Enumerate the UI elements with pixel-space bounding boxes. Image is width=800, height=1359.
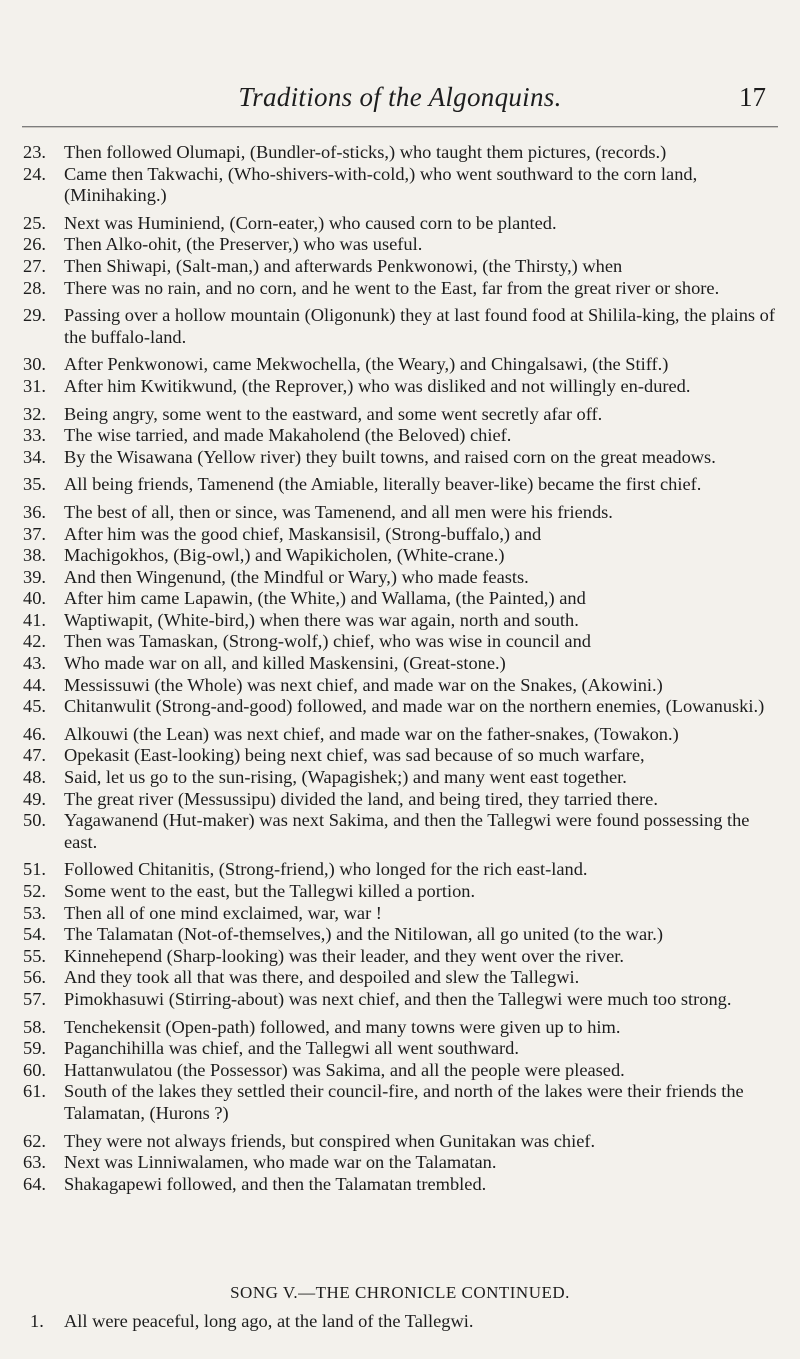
verse-text: Opekasit (East-looking) being next chief, was sad because of so much warfare, — [64, 745, 645, 766]
verse-entry — [0, 502, 800, 524]
song-heading: SONG V.—THE CHRONICLE CONTINUED. — [230, 1283, 570, 1302]
verse-text: Next was Huminiend, (Corn-eater,) who caused corn to be planted. — [64, 212, 557, 233]
verse-text: Pimokhasuwi (Stirring-about) was next chief, and then the Tallegwi were much too strong. — [64, 988, 732, 1009]
verse-text: Yagawanend (Hut-maker) was next Sakima, and then the Tallegwi were found possessing the east. — [64, 810, 750, 852]
verse-text: The Talamatan (Not-of-themselves,) and the Nitilowan, all go united (to the war.) — [64, 924, 663, 945]
verse-text: Being angry, some went to the eastward, and some went secretly afar off. — [64, 403, 603, 424]
verse-number: 23. — [23, 142, 46, 162]
verse-entry — [0, 810, 800, 853]
verse-entry — [0, 1017, 800, 1039]
verse-number: 48. — [23, 767, 46, 788]
verse-entry — [0, 567, 800, 589]
verse-number: 38. — [23, 545, 46, 566]
verse-text: Said, let us go to the sun-rising, (Wapagishek;) and many went east together. — [64, 767, 627, 788]
running-title: Traditions of the Algonquins. — [238, 82, 562, 112]
verse-number: 60. — [23, 1059, 46, 1080]
verse-list — [0, 142, 800, 1195]
verse-entry — [0, 881, 800, 903]
verse-entry — [0, 1152, 800, 1174]
page-number: 17 — [739, 82, 766, 112]
verse-text: Messissuwi (the Whole) was next chief, and made war on the Snakes, (Akowini.) — [64, 674, 663, 695]
verse-number: 45. — [23, 696, 46, 717]
running-header — [0, 82, 800, 116]
verse-number: 25. — [23, 212, 46, 233]
verse-entry — [0, 545, 800, 567]
verse-text: Paganchihilla was chief, and the Tallegwi all went southward. — [64, 1038, 519, 1059]
verse-number: 59. — [23, 1038, 46, 1059]
verse-entry — [0, 425, 800, 447]
verse-number: 54. — [23, 924, 46, 945]
verse-entry — [0, 1038, 800, 1060]
verse-text: Hattanwulatou (the Possessor) was Sakima, and all the people were pleased. — [64, 1059, 625, 1080]
verse-number: 35. — [23, 474, 46, 495]
verse-entry — [0, 631, 800, 653]
verse-number: 61. — [23, 1081, 46, 1102]
verse-entry — [0, 745, 800, 767]
verse-number: 42. — [23, 631, 46, 652]
verse-text: Then Shiwapi, (Salt-man,) and afterwards Penkwonowi, (the Thirsty,) when — [64, 255, 623, 276]
verse-text: Then all of one mind exclaimed, war, war ! — [64, 902, 382, 923]
verse-text: After him was the good chief, Maskansisil, (Strong-buffalo,) and — [64, 523, 542, 544]
verse-entry — [0, 376, 800, 398]
verse-entry — [0, 924, 800, 946]
verse-entry — [0, 696, 800, 718]
verse-number: 30. — [23, 354, 46, 375]
verse-number: 56. — [23, 967, 46, 988]
verse-number: 34. — [23, 446, 46, 467]
verse-entry — [0, 524, 800, 546]
verse-entry — [0, 1131, 800, 1153]
verse-text: Kinnehepend (Sharp-looking) was their leader, and they went over the river. — [64, 945, 624, 966]
verse-number: 39. — [23, 566, 46, 587]
verse-text: They were not always friends, but conspired when Gunitakan was chief. — [64, 1130, 596, 1151]
verse-text: All being friends, Tamenend (the Amiable, literally beaver-like) became the first chief. — [64, 474, 702, 495]
verse-entry — [0, 1174, 800, 1196]
verse-entry — [0, 278, 800, 300]
verse-text: The best of all, then or since, was Tamenend, and all men were his friends. — [64, 501, 613, 522]
verse-text: Waptiwapit, (White-bird,) when there was war again, north and south. — [64, 609, 579, 630]
verse-text: Then followed Olumapi, (Bundler-of-sticks,) who taught them pictures, (records.) — [64, 142, 667, 162]
verse-number: 58. — [23, 1016, 46, 1037]
verse-text: And they took all that was there, and despoiled and slew the Tallegwi. — [64, 967, 580, 988]
verse-text: By the Wisawana (Yellow river) they built towns, and raised corn on the great meadows. — [64, 446, 716, 467]
verse-entry — [0, 1081, 800, 1124]
verse-text: Next was Linniwalamen, who made war on the Talamatan. — [64, 1152, 497, 1173]
verse-entry — [0, 724, 800, 746]
verse-text: Alkouwi (the Lean) was next chief, and made war on the father-snakes, (Towakon.) — [64, 723, 679, 744]
verse-entry — [0, 234, 800, 256]
verse-number: 24. — [23, 163, 46, 184]
verse-number: 37. — [23, 523, 46, 544]
verse-number: 64. — [23, 1173, 46, 1194]
verse-text: The great river (Messussipu) divided the land, and being tired, they tarried there. — [64, 788, 658, 809]
verse-entry — [0, 1060, 800, 1082]
verse-text: Machigokhos, (Big-owl,) and Wapikicholen, (White-crane.) — [64, 545, 505, 566]
verse-number: 63. — [23, 1152, 46, 1173]
verse-number: 51. — [23, 859, 46, 880]
verse-text: Followed Chitanitis, (Strong-friend,) who longed for the rich east-land. — [64, 859, 588, 880]
verse-number: 31. — [23, 375, 46, 396]
verse-number: 44. — [23, 674, 46, 695]
verse-number: 53. — [23, 902, 46, 923]
verse-entry — [0, 447, 800, 469]
verse-number: 26. — [23, 234, 46, 255]
verse-entry — [0, 903, 800, 925]
verse-number: 36. — [23, 501, 46, 522]
verse-number: 55. — [23, 945, 46, 966]
verse-number: 47. — [23, 745, 46, 766]
verse-number: 41. — [23, 609, 46, 630]
verse-text: After him came Lapawin, (the White,) and Wallama, (the Painted,) and — [64, 588, 586, 609]
verse-text: Passing over a hollow mountain (Oligonunk) they at last found food at Shilila-king, the plains of the buffalo-land. — [64, 305, 776, 347]
verse-number: 28. — [23, 277, 46, 298]
verse-text: Came then Takwachi, (Who-shivers-with-cold,) who went southward to the corn land, (Minihaking.) — [64, 163, 698, 206]
verse-text: Chitanwulit (Strong-and-good) followed, and made war on the northern enemies, (Lowanuski.) — [64, 696, 765, 717]
verse-text: Some went to the east, but the Tallegwi killed a portion. — [64, 881, 476, 901]
verse-text: Tenchekensit (Open-path) followed, and many towns were given up to him. — [64, 1016, 621, 1037]
verse-entry — [0, 213, 800, 235]
verse-text: The wise tarried, and made Makaholend (the Beloved) chief. — [64, 425, 512, 446]
verse-text: After Penkwonowi, came Mekwochella, (the Weary,) and Chingalsawi, (the Stiff.) — [64, 354, 669, 375]
verse-number: 62. — [23, 1130, 46, 1151]
verse-entry — [0, 474, 800, 496]
verse-number: 32. — [23, 403, 46, 424]
verse-number: 40. — [23, 588, 46, 609]
verse-entry — [0, 767, 800, 789]
verse-entry — [0, 859, 800, 881]
verse-entry — [0, 967, 800, 989]
header-rule-shadow — [22, 127, 778, 128]
verse-entry — [0, 946, 800, 968]
verse-number: 57. — [23, 988, 46, 1009]
verse-entry — [0, 256, 800, 278]
verse-entry — [0, 789, 800, 811]
verse-number: 29. — [23, 305, 46, 326]
verse-text: Then was Tamaskan, (Strong-wolf,) chief, who was wise in council and — [64, 631, 591, 652]
verse-number: 1. — [30, 1311, 44, 1331]
verse-number: 46. — [23, 723, 46, 744]
verse-number: 49. — [23, 788, 46, 809]
verse-entry — [0, 354, 800, 376]
verse-text: South of the lakes they settled their council-fire, and north of the lakes were their friends the Talamatan, (Hurons ?) — [64, 1081, 744, 1123]
verse-entry — [0, 989, 800, 1011]
verse-entry — [0, 653, 800, 675]
verse-text: After him Kwitikwund, (the Reprover,) who was disliked and not willingly en-dured. — [64, 375, 691, 396]
verse-entry — [0, 164, 800, 207]
verse-number: 52. — [23, 881, 46, 901]
verse-entry — [0, 142, 800, 164]
verse-text: There was no rain, and no corn, and he went to the East, far from the great river or shore. — [64, 277, 720, 298]
verse-text: All were peaceful, long ago, at the land of the Tallegwi. — [64, 1311, 474, 1331]
verse-text: Who made war on all, and killed Maskensini, (Great-stone.) — [64, 653, 506, 674]
verse-entry — [0, 404, 800, 426]
verse-number: 33. — [23, 425, 46, 446]
verse-entry — [0, 305, 800, 348]
verse-number: 43. — [23, 653, 46, 674]
verse-text: Then Alko-ohit, (the Preserver,) who was useful. — [64, 234, 423, 255]
verse-number: 27. — [23, 255, 46, 276]
verse-text: And then Wingenund, (the Mindful or Wary,) who made feasts. — [64, 566, 529, 587]
verse-entry — [0, 610, 800, 632]
verse-entry — [0, 675, 800, 697]
verse-number: 50. — [23, 810, 46, 831]
verse-entry — [0, 588, 800, 610]
verse-text: Shakagapewi followed, and then the Talamatan trembled. — [64, 1173, 487, 1194]
